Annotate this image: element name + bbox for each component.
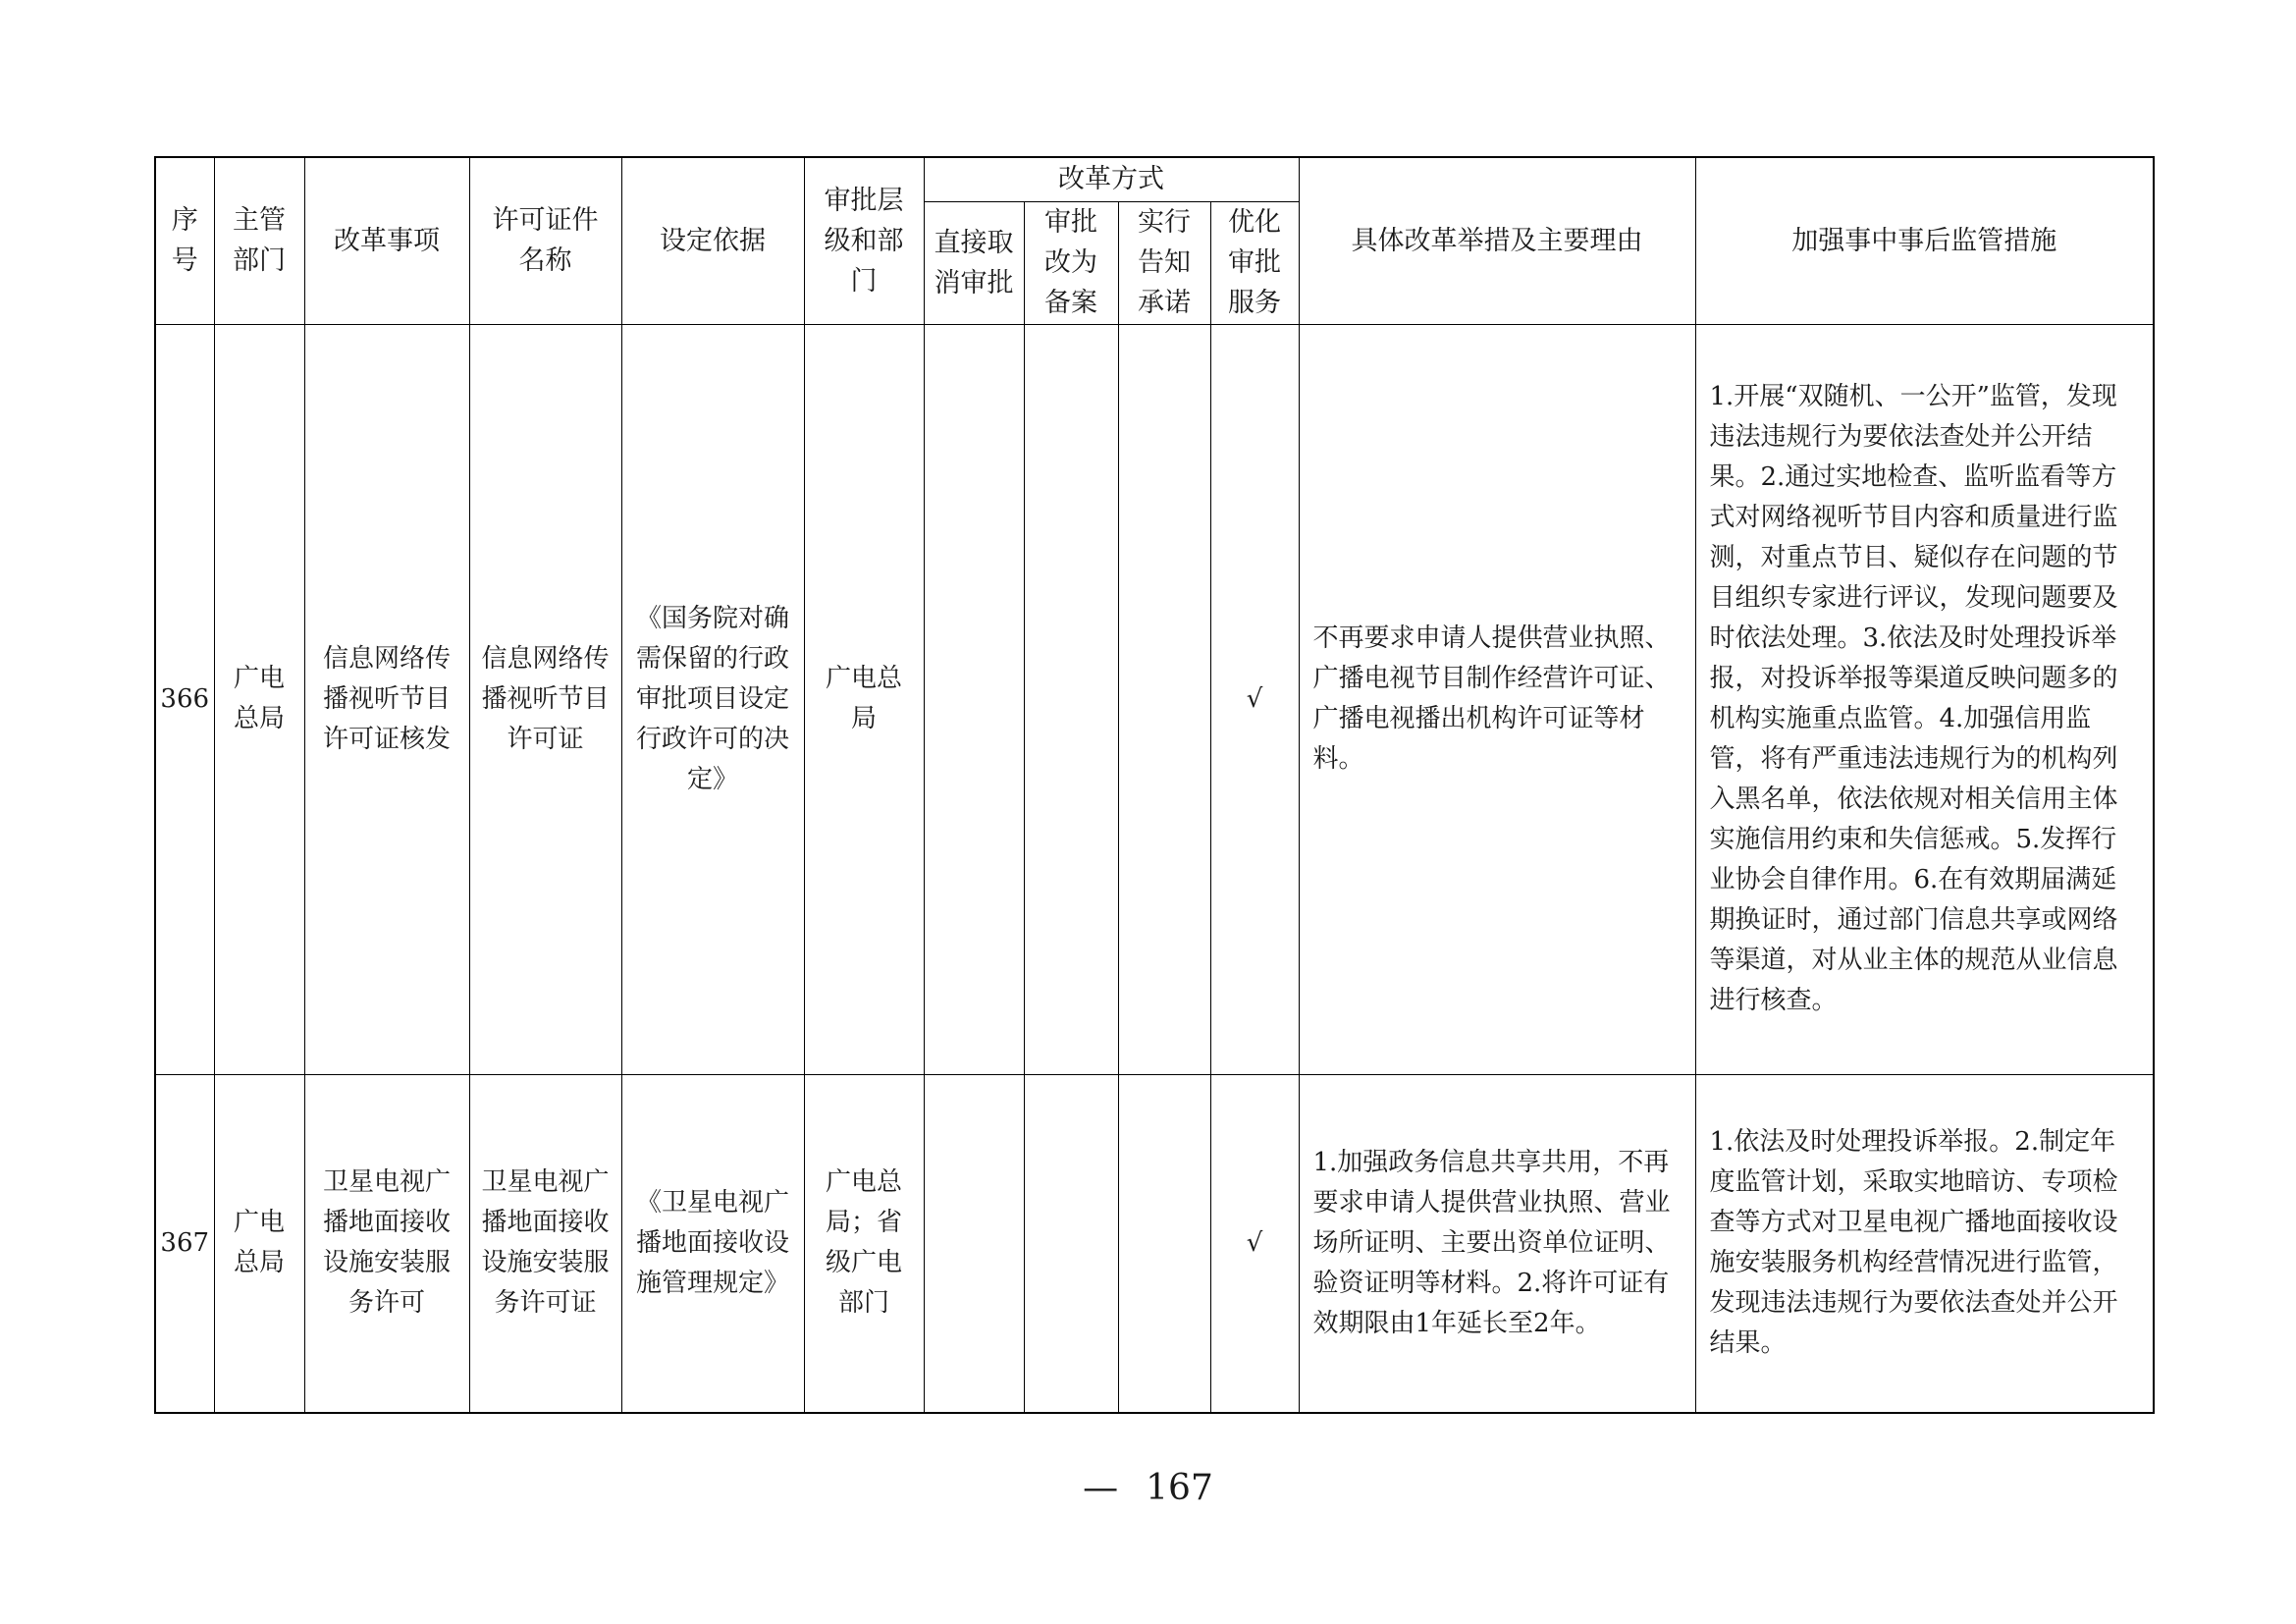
cell-index: 366 xyxy=(155,324,214,1074)
cell-method-notify xyxy=(1118,1074,1210,1413)
cell-method-cancel xyxy=(924,1074,1024,1413)
cell-method-record xyxy=(1024,1074,1118,1413)
cell-index: 367 xyxy=(155,1074,214,1413)
header-basis: 设定依据 xyxy=(621,157,804,324)
table-row xyxy=(155,1074,2154,1413)
header-method-record: 审批改为备案 xyxy=(1024,201,1118,324)
cell-reform-item: 卫星电视广播地面接收设施安装服务许可 xyxy=(304,1074,469,1413)
header-supervision: 加强事中事后监管措施 xyxy=(1695,157,2154,324)
cell-basis: 《国务院对确需保留的行政审批项目设定行政许可的决定》 xyxy=(621,324,804,1074)
cell-method-optimize-check: √ xyxy=(1210,1074,1299,1413)
cell-method-notify xyxy=(1118,324,1210,1074)
header-row-top xyxy=(155,157,2154,201)
header-reform-item: 改革事项 xyxy=(304,157,469,324)
cell-approval-level: 广电总局；省级广电部门 xyxy=(804,1074,924,1413)
cell-approval-level: 广电总局 xyxy=(804,324,924,1074)
cell-measures: 1.加强政务信息共享共用，不再要求申请人提供营业执照、营业场所证明、主要出资单位证明、验资证明等材料。2.将许可证有效期限由1年延长至2年。 xyxy=(1299,1074,1695,1413)
table-row xyxy=(155,324,2154,1074)
header-method-notify: 实行告知承诺 xyxy=(1118,201,1210,324)
reform-table xyxy=(154,156,2155,1414)
header-measures: 具体改革举措及主要理由 xyxy=(1299,157,1695,324)
header-index: 序号 xyxy=(155,157,214,324)
page-footer xyxy=(0,1468,2296,1508)
cell-department: 广电总局 xyxy=(214,1074,304,1413)
header-method-optimize: 优化审批服务 xyxy=(1210,201,1299,324)
cell-department: 广电总局 xyxy=(214,324,304,1074)
header-department: 主管部门 xyxy=(214,157,304,324)
cell-supervision: 1.开展“双随机、一公开”监管，发现违法违规行为要依法查处并公开结果。2.通过实地检查、监听监看等方式对网络视听节目内容和质量进行监测，对重点节目、疑似存在问题的节目组织专家进行评议，发现问题要及时依法处理。3.依法及时处理投诉举报，对投诉举报等渠道反映问题多的机构实施重点监管。4.加强信用监管，将有严重违法违规行为的机构列入黑名单，依法依规对相关信用主体实施信用约束和失信惩戒。5.发挥行业协会自律作用。6.在有效期届满延期换证时，通过部门信息共享或网络等渠道，对从业主体的规范从业信息进行核查。 xyxy=(1695,324,2154,1074)
header-license-name: 许可证件名称 xyxy=(469,157,621,324)
footer-dash: — xyxy=(1083,1468,1119,1508)
cell-measures: 不再要求申请人提供营业执照、广播电视节目制作经营许可证、广播电视播出机构许可证等材料。 xyxy=(1299,324,1695,1074)
cell-reform-item: 信息网络传播视听节目许可证核发 xyxy=(304,324,469,1074)
header-reform-method-group: 改革方式 xyxy=(924,157,1299,201)
header-approval-level: 审批层级和部门 xyxy=(804,157,924,324)
cell-license-name: 信息网络传播视听节目许可证 xyxy=(469,324,621,1074)
cell-method-optimize-check: √ xyxy=(1210,324,1299,1074)
header-method-cancel: 直接取消审批 xyxy=(924,201,1024,324)
page-number: 167 xyxy=(1146,1468,1213,1508)
cell-license-name: 卫星电视广播地面接收设施安装服务许可证 xyxy=(469,1074,621,1413)
cell-method-record xyxy=(1024,324,1118,1074)
cell-basis: 《卫星电视广播地面接收设施管理规定》 xyxy=(621,1074,804,1413)
cell-method-cancel xyxy=(924,324,1024,1074)
cell-supervision: 1.依法及时处理投诉举报。2.制定年度监管计划，采取实地暗访、专项检查等方式对卫星电视广播地面接收设施安装服务机构经营情况进行监管，发现违法违规行为要依法查处并公开结果。 xyxy=(1695,1074,2154,1413)
